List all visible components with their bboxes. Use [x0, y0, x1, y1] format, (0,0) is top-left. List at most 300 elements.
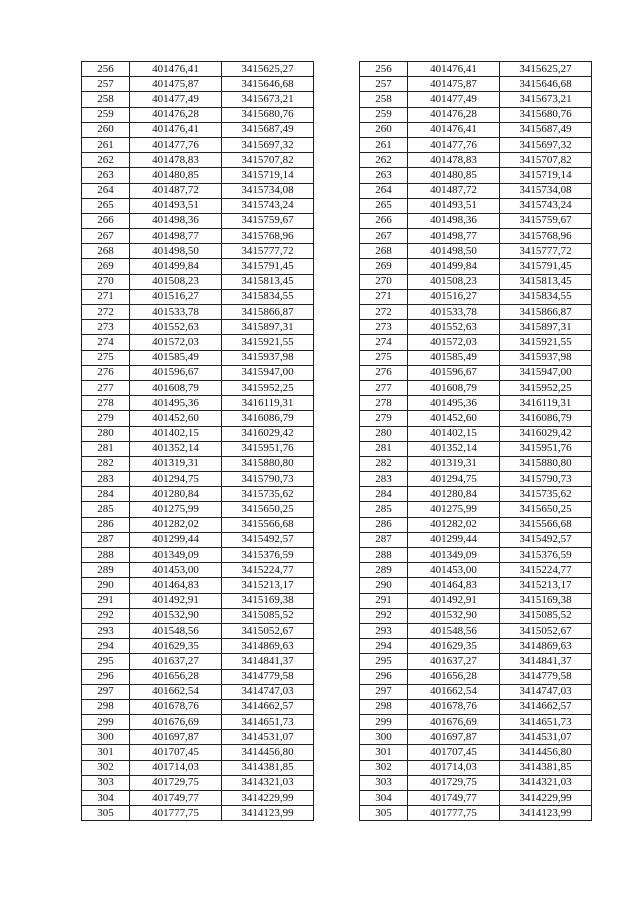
column-gap: [314, 775, 360, 790]
left-y-coordinate-cell: 3415777,72: [222, 244, 314, 259]
right-y-coordinate-cell: 3416086,79: [500, 411, 592, 426]
left-y-coordinate-cell: 3415707,82: [222, 153, 314, 168]
right-point-number-cell: 290: [360, 578, 408, 593]
left-point-number-cell: 283: [82, 472, 130, 487]
left-y-coordinate-cell: 3414747,03: [222, 684, 314, 699]
right-x-coordinate-cell: 401477,49: [408, 92, 500, 107]
table-row: [82, 168, 592, 183]
column-gap: [314, 593, 360, 608]
column-gap: [314, 153, 360, 168]
right-x-coordinate-cell: 401498,77: [408, 229, 500, 244]
right-point-number-cell: 282: [360, 456, 408, 471]
right-point-number-cell: 295: [360, 654, 408, 669]
right-x-coordinate-cell: 401275,99: [408, 502, 500, 517]
table-row: [82, 487, 592, 502]
column-gap: [314, 760, 360, 775]
table-row: [82, 502, 592, 517]
column-gap: [314, 517, 360, 532]
left-y-coordinate-cell: 3415625,27: [222, 62, 314, 77]
right-x-coordinate-cell: 401629,35: [408, 639, 500, 654]
right-point-number-cell: 294: [360, 639, 408, 654]
right-point-number-cell: 258: [360, 92, 408, 107]
left-x-coordinate-cell: 401662,54: [130, 684, 222, 699]
left-y-coordinate-cell: 3415759,67: [222, 213, 314, 228]
left-point-number-cell: 288: [82, 548, 130, 563]
left-x-coordinate-cell: 401533,78: [130, 305, 222, 320]
right-y-coordinate-cell: 3415719,14: [500, 168, 592, 183]
left-x-coordinate-cell: 401697,87: [130, 730, 222, 745]
column-gap: [314, 456, 360, 471]
left-y-coordinate-cell: 3415224,77: [222, 563, 314, 578]
right-x-coordinate-cell: 401637,27: [408, 654, 500, 669]
right-x-coordinate-cell: 401478,83: [408, 153, 500, 168]
left-y-coordinate-cell: 3415813,45: [222, 274, 314, 289]
left-y-coordinate-cell: 3415687,49: [222, 122, 314, 137]
column-gap: [314, 654, 360, 669]
right-y-coordinate-cell: 3415224,77: [500, 563, 592, 578]
right-y-coordinate-cell: 3415085,52: [500, 608, 592, 623]
column-gap: [314, 791, 360, 806]
right-x-coordinate-cell: 401656,28: [408, 669, 500, 684]
column-gap: [314, 168, 360, 183]
right-point-number-cell: 291: [360, 593, 408, 608]
left-y-coordinate-cell: 3415169,38: [222, 593, 314, 608]
right-y-coordinate-cell: 3415680,76: [500, 107, 592, 122]
right-point-number-cell: 300: [360, 730, 408, 745]
right-point-number-cell: 257: [360, 77, 408, 92]
left-point-number-cell: 269: [82, 259, 130, 274]
right-x-coordinate-cell: 401475,87: [408, 77, 500, 92]
left-x-coordinate-cell: 401678,76: [130, 699, 222, 714]
column-gap: [314, 730, 360, 745]
right-x-coordinate-cell: 401777,75: [408, 806, 500, 821]
table-row: [82, 563, 592, 578]
left-y-coordinate-cell: 3416086,79: [222, 411, 314, 426]
right-point-number-cell: 278: [360, 396, 408, 411]
right-x-coordinate-cell: 401477,76: [408, 137, 500, 152]
left-point-number-cell: 287: [82, 532, 130, 547]
left-point-number-cell: 289: [82, 563, 130, 578]
left-x-coordinate-cell: 401480,85: [130, 168, 222, 183]
table-row: [82, 198, 592, 213]
column-gap: [314, 122, 360, 137]
right-y-coordinate-cell: 3415866,87: [500, 305, 592, 320]
table-row: [82, 654, 592, 669]
right-x-coordinate-cell: 401498,50: [408, 244, 500, 259]
column-gap: [314, 563, 360, 578]
right-y-coordinate-cell: 3415625,27: [500, 62, 592, 77]
right-point-number-cell: 287: [360, 532, 408, 547]
left-x-coordinate-cell: 401516,27: [130, 289, 222, 304]
right-x-coordinate-cell: 401492,91: [408, 593, 500, 608]
table-row: [82, 335, 592, 350]
left-point-number-cell: 282: [82, 456, 130, 471]
left-y-coordinate-cell: 3416119,31: [222, 396, 314, 411]
table-row: [82, 107, 592, 122]
left-x-coordinate-cell: 401585,49: [130, 350, 222, 365]
left-point-number-cell: 266: [82, 213, 130, 228]
right-point-number-cell: 289: [360, 563, 408, 578]
table-row: [82, 623, 592, 638]
right-point-number-cell: 272: [360, 305, 408, 320]
left-point-number-cell: 296: [82, 669, 130, 684]
table-row: [82, 578, 592, 593]
right-y-coordinate-cell: 3415735,62: [500, 487, 592, 502]
right-point-number-cell: 303: [360, 775, 408, 790]
right-y-coordinate-cell: 3415921,55: [500, 335, 592, 350]
table-row: [82, 639, 592, 654]
left-y-coordinate-cell: 3416029,42: [222, 426, 314, 441]
left-y-coordinate-cell: 3415866,87: [222, 305, 314, 320]
right-point-number-cell: 262: [360, 153, 408, 168]
column-gap: [314, 183, 360, 198]
right-x-coordinate-cell: 401452,60: [408, 411, 500, 426]
left-x-coordinate-cell: 401464,83: [130, 578, 222, 593]
left-point-number-cell: 264: [82, 183, 130, 198]
column-gap: [314, 244, 360, 259]
right-y-coordinate-cell: 3414229,99: [500, 791, 592, 806]
left-point-number-cell: 279: [82, 411, 130, 426]
column-gap: [314, 213, 360, 228]
left-y-coordinate-cell: 3415085,52: [222, 608, 314, 623]
right-y-coordinate-cell: 3415834,55: [500, 289, 592, 304]
right-x-coordinate-cell: 401697,87: [408, 730, 500, 745]
left-y-coordinate-cell: 3414381,85: [222, 760, 314, 775]
right-point-number-cell: 263: [360, 168, 408, 183]
column-gap: [314, 198, 360, 213]
right-y-coordinate-cell: 3415697,32: [500, 137, 592, 152]
column-gap: [314, 699, 360, 714]
column-gap: [314, 548, 360, 563]
table-row: [82, 472, 592, 487]
left-y-coordinate-cell: 3414229,99: [222, 791, 314, 806]
right-x-coordinate-cell: 401299,44: [408, 532, 500, 547]
left-x-coordinate-cell: 401714,03: [130, 760, 222, 775]
left-x-coordinate-cell: 401280,84: [130, 487, 222, 502]
right-y-coordinate-cell: 3414456,80: [500, 745, 592, 760]
column-gap: [314, 532, 360, 547]
left-x-coordinate-cell: 401777,75: [130, 806, 222, 821]
left-y-coordinate-cell: 3414651,73: [222, 715, 314, 730]
left-x-coordinate-cell: 401629,35: [130, 639, 222, 654]
column-gap: [314, 305, 360, 320]
table-row: [82, 350, 592, 365]
right-point-number-cell: 269: [360, 259, 408, 274]
table-row: [82, 593, 592, 608]
column-gap: [314, 411, 360, 426]
right-x-coordinate-cell: 401707,45: [408, 745, 500, 760]
table-row: [82, 441, 592, 456]
right-point-number-cell: 265: [360, 198, 408, 213]
left-y-coordinate-cell: 3415897,31: [222, 320, 314, 335]
table-row: [82, 669, 592, 684]
left-point-number-cell: 294: [82, 639, 130, 654]
left-x-coordinate-cell: 401498,36: [130, 213, 222, 228]
right-x-coordinate-cell: 401585,49: [408, 350, 500, 365]
left-point-number-cell: 276: [82, 365, 130, 380]
left-y-coordinate-cell: 3415052,67: [222, 623, 314, 638]
right-x-coordinate-cell: 401749,77: [408, 791, 500, 806]
left-y-coordinate-cell: 3415947,00: [222, 365, 314, 380]
right-point-number-cell: 297: [360, 684, 408, 699]
column-gap: [314, 806, 360, 821]
left-point-number-cell: 267: [82, 229, 130, 244]
right-x-coordinate-cell: 401678,76: [408, 699, 500, 714]
right-x-coordinate-cell: 401453,00: [408, 563, 500, 578]
column-gap: [314, 259, 360, 274]
left-point-number-cell: 298: [82, 699, 130, 714]
right-y-coordinate-cell: 3415673,21: [500, 92, 592, 107]
right-y-coordinate-cell: 3415759,67: [500, 213, 592, 228]
left-point-number-cell: 303: [82, 775, 130, 790]
left-point-number-cell: 265: [82, 198, 130, 213]
right-point-number-cell: 274: [360, 335, 408, 350]
column-gap: [314, 137, 360, 152]
right-y-coordinate-cell: 3414779,58: [500, 669, 592, 684]
left-point-number-cell: 305: [82, 806, 130, 821]
right-y-coordinate-cell: 3415052,67: [500, 623, 592, 638]
right-x-coordinate-cell: 401493,51: [408, 198, 500, 213]
right-y-coordinate-cell: 3414869,63: [500, 639, 592, 654]
right-point-number-cell: 296: [360, 669, 408, 684]
column-gap: [314, 229, 360, 244]
right-x-coordinate-cell: 401662,54: [408, 684, 500, 699]
column-gap: [314, 487, 360, 502]
left-y-coordinate-cell: 3415680,76: [222, 107, 314, 122]
column-gap: [314, 77, 360, 92]
left-y-coordinate-cell: 3414456,80: [222, 745, 314, 760]
right-y-coordinate-cell: 3414321,03: [500, 775, 592, 790]
right-y-coordinate-cell: 3415376,59: [500, 548, 592, 563]
right-point-number-cell: 292: [360, 608, 408, 623]
table-row: [82, 259, 592, 274]
left-y-coordinate-cell: 3415735,62: [222, 487, 314, 502]
column-gap: [314, 289, 360, 304]
left-point-number-cell: 260: [82, 122, 130, 137]
right-x-coordinate-cell: 401508,23: [408, 274, 500, 289]
right-x-coordinate-cell: 401349,09: [408, 548, 500, 563]
left-point-number-cell: 257: [82, 77, 130, 92]
right-y-coordinate-cell: 3415650,25: [500, 502, 592, 517]
right-x-coordinate-cell: 401480,85: [408, 168, 500, 183]
table-row: [82, 137, 592, 152]
left-x-coordinate-cell: 401349,09: [130, 548, 222, 563]
column-gap: [314, 335, 360, 350]
right-x-coordinate-cell: 401476,41: [408, 62, 500, 77]
right-x-coordinate-cell: 401464,83: [408, 578, 500, 593]
left-y-coordinate-cell: 3415951,76: [222, 441, 314, 456]
left-x-coordinate-cell: 401282,02: [130, 517, 222, 532]
left-y-coordinate-cell: 3415650,25: [222, 502, 314, 517]
column-gap: [314, 441, 360, 456]
left-point-number-cell: 291: [82, 593, 130, 608]
left-y-coordinate-cell: 3415937,98: [222, 350, 314, 365]
left-y-coordinate-cell: 3415213,17: [222, 578, 314, 593]
right-x-coordinate-cell: 401282,02: [408, 517, 500, 532]
right-y-coordinate-cell: 3415687,49: [500, 122, 592, 137]
right-point-number-cell: 299: [360, 715, 408, 730]
left-point-number-cell: 275: [82, 350, 130, 365]
right-point-number-cell: 276: [360, 365, 408, 380]
right-x-coordinate-cell: 401280,84: [408, 487, 500, 502]
right-point-number-cell: 301: [360, 745, 408, 760]
table-row: [82, 77, 592, 92]
right-point-number-cell: 298: [360, 699, 408, 714]
right-point-number-cell: 275: [360, 350, 408, 365]
right-x-coordinate-cell: 401294,75: [408, 472, 500, 487]
table-row: [82, 684, 592, 699]
left-point-number-cell: 290: [82, 578, 130, 593]
table-row: [82, 806, 592, 821]
left-point-number-cell: 259: [82, 107, 130, 122]
left-x-coordinate-cell: 401499,84: [130, 259, 222, 274]
right-y-coordinate-cell: 3415951,76: [500, 441, 592, 456]
right-y-coordinate-cell: 3414123,99: [500, 806, 592, 821]
right-y-coordinate-cell: 3415213,17: [500, 578, 592, 593]
table-row: [82, 213, 592, 228]
right-y-coordinate-cell: 3415790,73: [500, 472, 592, 487]
left-point-number-cell: 285: [82, 502, 130, 517]
table-row: [82, 791, 592, 806]
left-y-coordinate-cell: 3415492,57: [222, 532, 314, 547]
table-row: [82, 745, 592, 760]
left-y-coordinate-cell: 3415791,45: [222, 259, 314, 274]
right-point-number-cell: 259: [360, 107, 408, 122]
table-row: [82, 274, 592, 289]
right-x-coordinate-cell: 401487,72: [408, 183, 500, 198]
right-point-number-cell: 279: [360, 411, 408, 426]
right-x-coordinate-cell: 401499,84: [408, 259, 500, 274]
left-y-coordinate-cell: 3415790,73: [222, 472, 314, 487]
table-row: [82, 289, 592, 304]
right-x-coordinate-cell: 401572,03: [408, 335, 500, 350]
left-point-number-cell: 278: [82, 396, 130, 411]
left-point-number-cell: 299: [82, 715, 130, 730]
table-row: [82, 456, 592, 471]
right-y-coordinate-cell: 3415566,68: [500, 517, 592, 532]
left-x-coordinate-cell: 401498,50: [130, 244, 222, 259]
right-y-coordinate-cell: 3415947,00: [500, 365, 592, 380]
left-x-coordinate-cell: 401476,28: [130, 107, 222, 122]
left-y-coordinate-cell: 3414779,58: [222, 669, 314, 684]
left-x-coordinate-cell: 401478,83: [130, 153, 222, 168]
left-y-coordinate-cell: 3415697,32: [222, 137, 314, 152]
column-gap: [314, 320, 360, 335]
left-point-number-cell: 297: [82, 684, 130, 699]
right-x-coordinate-cell: 401495,36: [408, 396, 500, 411]
table-row: [82, 229, 592, 244]
left-y-coordinate-cell: 3414531,07: [222, 730, 314, 745]
table-row: [82, 426, 592, 441]
right-point-number-cell: 285: [360, 502, 408, 517]
right-x-coordinate-cell: 401516,27: [408, 289, 500, 304]
left-point-number-cell: 270: [82, 274, 130, 289]
left-x-coordinate-cell: 401749,77: [130, 791, 222, 806]
right-x-coordinate-cell: 401498,36: [408, 213, 500, 228]
left-y-coordinate-cell: 3415673,21: [222, 92, 314, 107]
table-row: [82, 775, 592, 790]
table-row: [82, 183, 592, 198]
left-x-coordinate-cell: 401475,87: [130, 77, 222, 92]
table-row: [82, 608, 592, 623]
left-y-coordinate-cell: 3414321,03: [222, 775, 314, 790]
column-gap: [314, 107, 360, 122]
column-gap: [314, 426, 360, 441]
left-x-coordinate-cell: 401548,56: [130, 623, 222, 638]
table-row: [82, 517, 592, 532]
left-y-coordinate-cell: 3415719,14: [222, 168, 314, 183]
right-x-coordinate-cell: 401608,79: [408, 380, 500, 395]
right-x-coordinate-cell: 401476,41: [408, 122, 500, 137]
right-y-coordinate-cell: 3414531,07: [500, 730, 592, 745]
right-x-coordinate-cell: 401533,78: [408, 305, 500, 320]
right-y-coordinate-cell: 3415880,80: [500, 456, 592, 471]
left-x-coordinate-cell: 401299,44: [130, 532, 222, 547]
left-point-number-cell: 295: [82, 654, 130, 669]
left-point-number-cell: 304: [82, 791, 130, 806]
right-y-coordinate-cell: 3416119,31: [500, 396, 592, 411]
left-y-coordinate-cell: 3415734,08: [222, 183, 314, 198]
left-x-coordinate-cell: 401453,00: [130, 563, 222, 578]
left-y-coordinate-cell: 3415880,80: [222, 456, 314, 471]
table-row: [82, 305, 592, 320]
right-y-coordinate-cell: 3415492,57: [500, 532, 592, 547]
left-point-number-cell: 293: [82, 623, 130, 638]
table-row: [82, 122, 592, 137]
right-y-coordinate-cell: 3415937,98: [500, 350, 592, 365]
column-gap: [314, 684, 360, 699]
right-x-coordinate-cell: 401676,69: [408, 715, 500, 730]
left-point-number-cell: 277: [82, 380, 130, 395]
left-point-number-cell: 258: [82, 92, 130, 107]
right-point-number-cell: 288: [360, 548, 408, 563]
right-y-coordinate-cell: 3415169,38: [500, 593, 592, 608]
right-point-number-cell: 281: [360, 441, 408, 456]
left-point-number-cell: 300: [82, 730, 130, 745]
left-x-coordinate-cell: 401532,90: [130, 608, 222, 623]
right-x-coordinate-cell: 401476,28: [408, 107, 500, 122]
table-row: [82, 532, 592, 547]
column-gap: [314, 669, 360, 684]
right-y-coordinate-cell: 3414747,03: [500, 684, 592, 699]
left-x-coordinate-cell: 401452,60: [130, 411, 222, 426]
right-y-coordinate-cell: 3415734,08: [500, 183, 592, 198]
table-row: [82, 730, 592, 745]
table-row: [82, 365, 592, 380]
column-gap: [314, 396, 360, 411]
right-y-coordinate-cell: 3414651,73: [500, 715, 592, 730]
left-y-coordinate-cell: 3415834,55: [222, 289, 314, 304]
right-y-coordinate-cell: 3415777,72: [500, 244, 592, 259]
column-gap: [314, 62, 360, 77]
right-point-number-cell: 271: [360, 289, 408, 304]
right-y-coordinate-cell: 3414381,85: [500, 760, 592, 775]
left-point-number-cell: 302: [82, 760, 130, 775]
left-x-coordinate-cell: 401707,45: [130, 745, 222, 760]
left-x-coordinate-cell: 401476,41: [130, 122, 222, 137]
right-y-coordinate-cell: 3415768,96: [500, 229, 592, 244]
right-point-number-cell: 273: [360, 320, 408, 335]
left-x-coordinate-cell: 401676,69: [130, 715, 222, 730]
table-row: [82, 244, 592, 259]
left-point-number-cell: 281: [82, 441, 130, 456]
right-x-coordinate-cell: 401548,56: [408, 623, 500, 638]
column-gap: [314, 380, 360, 395]
table-row: [82, 92, 592, 107]
left-x-coordinate-cell: 401637,27: [130, 654, 222, 669]
left-y-coordinate-cell: 3415376,59: [222, 548, 314, 563]
left-x-coordinate-cell: 401493,51: [130, 198, 222, 213]
